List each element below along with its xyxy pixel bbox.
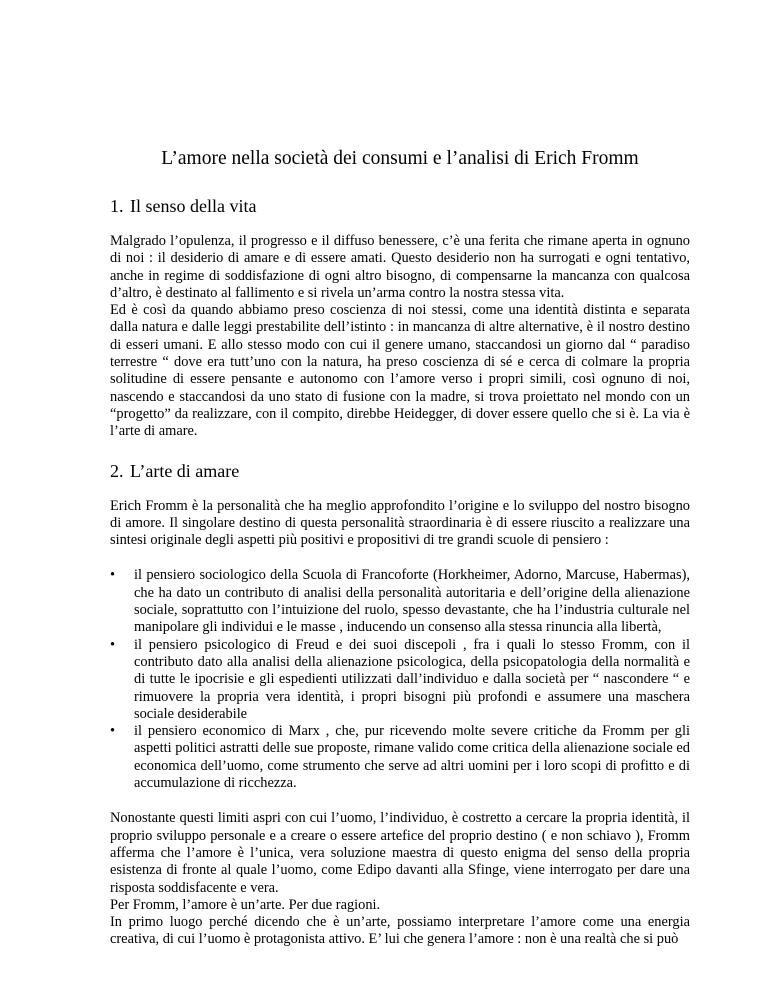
bullet-list <box>110 567 690 792</box>
list-item <box>110 567 690 636</box>
paragraph: In primo luogo perché dicendo che è un’arte, possiamo interpretare l’amore come una energia creativa, di cui l’uomo è protagonista attivo. E’ lui che genera l’amore : non è una realtà che si può <box>110 914 690 948</box>
list-item <box>110 637 690 723</box>
section-title: L’arte di amare <box>130 460 240 481</box>
paragraph: Nonostante questi limiti aspri con cui l’uomo, l’individuo, è costretto a cercare la propria identità, il proprio sviluppo personale e a creare o essere artefice del proprio destino ( e non schiavo ), Fromm afferma che l’amore è l’unica, vera soluzione maestra di questo enigma del senso della propria esistenza di fronte al quale l’uomo, come Edipo davanti alla Sfinge, viene interrogato per dare una risposta soddisfacente e vera. <box>110 810 690 896</box>
section-2 <box>110 461 690 949</box>
document-title: L’amore nella società dei consumi e l’analisi di Erich Fromm <box>161 148 639 169</box>
bullet-icon: • <box>110 636 116 653</box>
list-item-text: il pensiero psicologico di Freud e dei suoi discepoli , fra i quali lo stesso Fromm, con il contributo dato alla analisi della alienazione psicologica, della psicopatologia della normalità e di tutte le ipocrisie e gli espedienti utilizzati dall’individuo e dalla società per “ nascondere “ e rimuovere la propria vera identità, i propri bisogni più profondi e assumere una maschera sociale desiderabile <box>134 636 690 722</box>
section-number: 2. <box>110 460 124 481</box>
section-heading <box>110 461 690 482</box>
bullet-icon: • <box>110 723 116 740</box>
list-item <box>110 723 690 792</box>
section-1 <box>110 196 690 441</box>
section-number: 1. <box>110 196 124 216</box>
list-item-text: il pensiero sociologico della Scuola di Francoforte (Horkheimer, Adorno, Marcuse, Habermas), che ha dato un contributo di analisi della personalità autoritaria e dell’origine della alienazione sociale, soprattutto con l’intuizione del ruolo, spesso devastante, che ha l’industria culturale nel manipolare gli individui e le masse , inducendo un consenso alla stessa rinuncia alla libertà, <box>134 567 690 636</box>
paragraph: Erich Fromm è la personalità che ha meglio approfondito l’origine e lo sviluppo del nostro bisogno di amore. Il singolare destino di questa personalità straordinaria è di essere riuscito a realizzare una sintesi originale degli aspetti più positivi e propositivi di tre grandi scuole di pensiero : <box>110 497 690 549</box>
paragraph: Ed è così da quando abbiamo preso coscienza di noi stessi, come una identità distinta e separata dalla natura e dalle leggi prestabilite dell’istinto : in mancanza di altre alternative, è il nostro destino di esseri umani. E allo stesso modo con cui il genere umano, staccandosi un giorno dal “ paradiso terrestre “ dove era tutt’uno con la natura, ha preso coscienza di sé e cerca di colmare la propria solitudine di essere pensante e autonomo con l’amore verso i propri simili, così ognuno di noi, nascendo e staccandosi da uno stato di fusione con la madre, si trova proiettato nel mondo con un “progetto” da realizzare, con il compito, direbbe Heidegger, di dover essere quello che si è. La via è l’arte di amare. <box>110 302 690 440</box>
list-item-text: il pensiero economico di Marx , che, pur ricevendo molte severe critiche da Fromm per gli aspetti politici astratti delle sue proposte, rimane valido come critica della alienazione sociale ed economica dell’uomo, come strumento che serve ad altri uomini per i loro scopi di profitto e di accumulazione di ricchezza. <box>134 723 690 792</box>
section-title: Il senso della vita <box>130 196 257 216</box>
paragraph: Per Fromm, l’amore è un’arte. Per due ragioni. <box>110 896 381 913</box>
section-heading <box>110 196 690 217</box>
bullet-icon: • <box>110 567 116 584</box>
paragraph: Malgrado l’opulenza, il progresso e il diffuso benessere, c’è una ferita che rimane aperta in ognuno di noi : il desiderio di amare e di essere amati. Questo desiderio non ha surrogati e ogni tentativo, anche in regime di soddisfazione di ogni altro bisogno, di compensarne la mancanza con qualcosa d’altro, è destinato al fallimento e si rivela un’arma contro la nostra stessa vita. <box>110 233 690 301</box>
